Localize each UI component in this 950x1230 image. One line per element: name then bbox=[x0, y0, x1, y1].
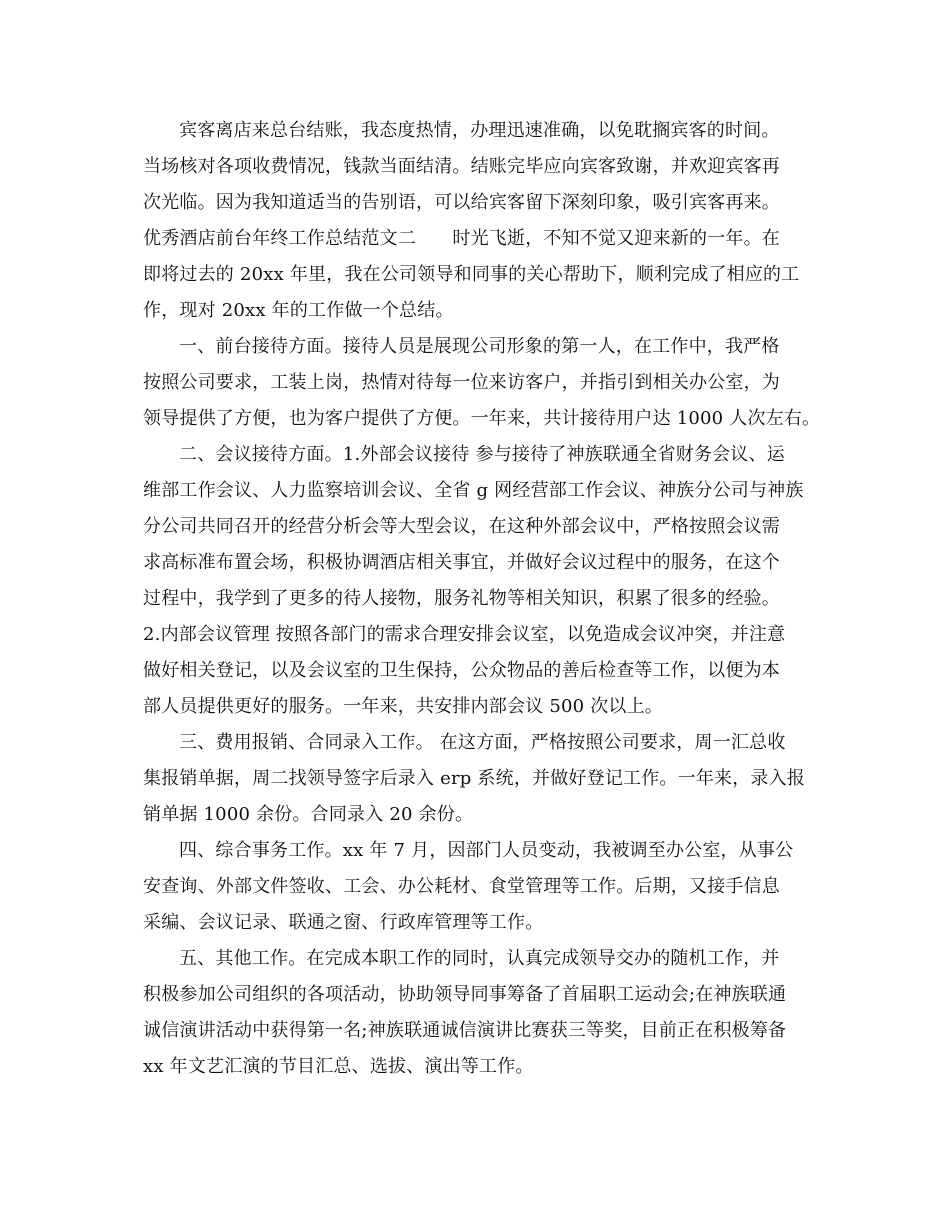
text-line: 即将过去的 20xx 年里，我在公司领导和同事的关心帮助下，顺利完成了相应的工 bbox=[143, 264, 800, 285]
text-line: 三、费用报销、合同录入工作。 在这方面，严格按照公司要求，周一汇总收 bbox=[179, 732, 786, 753]
text-line: 优秀酒店前台年终工作总结范文二 时光飞逝，不知不觉又迎来新的一年。在 bbox=[143, 228, 780, 249]
text-line: 五、其他工作。在完成本职工作的同时，认真完成领导交办的随机工作，并 bbox=[179, 948, 780, 969]
text-line: 二、会议接待方面。1.外部会议接待 参与接待了神族联通全省财务会议、运 bbox=[179, 444, 785, 465]
text-line: 次光临。因为我知道适当的告别语，可以给宾客留下深刻印象，吸引宾客再来。 bbox=[143, 192, 780, 213]
text-line: 集报销单据，周二找领导签字后录入 erp 系统，并做好登记工作。一年来，录入报 bbox=[143, 768, 806, 789]
text-line: 维部工作会议、人力监察培训会议、全省 g 网经营部工作会议、神族分公司与神族 bbox=[143, 480, 804, 501]
text-line: 分公司共同召开的经营分析会等大型会议，在这种外部会议中，严格按照会议需 bbox=[143, 516, 780, 537]
text-line: 部人员提供更好的服务。一年来，共安排内部会议 500 次以上。 bbox=[143, 696, 663, 717]
text-line: 四、综合事务工作。xx 年 7 月，因部门人员变动，我被调至办公室，从事公 bbox=[179, 840, 794, 861]
text-line: 2.内部会议管理 按照各部门的需求合理安排会议室，以免造成会议冲突，并注意 bbox=[143, 624, 786, 645]
text-line: 诚信演讲活动中获得第一名;神族联通诚信演讲比赛获三等奖，目前正在积极筹备 bbox=[143, 1020, 787, 1041]
text-line: 一、前台接待方面。接待人员是展现公司形象的第一人，在工作中，我严格 bbox=[179, 336, 780, 357]
text-line: 销单据 1000 余份。合同录入 20 余份。 bbox=[143, 804, 474, 825]
text-line: 领导提供了方便，也为客户提供了方便。一年来，共计接待用户达 1000 人次左右。 bbox=[143, 408, 821, 429]
text-line: 积极参加公司组织的各项活动，协助领导同事筹备了首届职工运动会;在神族联通 bbox=[143, 984, 787, 1005]
text-line: 当场核对各项收费情况，钱款当面结清。结账完毕应向宾客致谢，并欢迎宾客再 bbox=[143, 156, 780, 177]
text-line: 按照公司要求，工装上岗，热情对待每一位来访客户，并指引到相关办公室，为 bbox=[143, 372, 780, 393]
text-line: 宾客离店来总台结账，我态度热情，办理迅速准确，以免耽搁宾客的时间。 bbox=[179, 120, 780, 141]
text-line: 安查询、外部文件签收、工会、办公耗材、食堂管理等工作。后期，又接手信息 bbox=[143, 876, 780, 897]
text-line: xx 年文艺汇演的节目汇总、选拔、演出等工作。 bbox=[143, 1056, 534, 1077]
text-line: 采编、会议记录、联通之窗、行政库管理等工作。 bbox=[143, 912, 544, 933]
text-line: 做好相关登记，以及会议室的卫生保持，公众物品的善后检查等工作，以便为本 bbox=[143, 660, 780, 681]
text-line: 求高标准布置会场，积极协调酒店相关事宜，并做好会议过程中的服务，在这个 bbox=[143, 552, 780, 573]
text-line: 作，现对 20xx 年的工作做一个总结。 bbox=[143, 300, 454, 321]
text-line: 过程中，我学到了更多的待人接物，服务礼物等相关知识，积累了很多的经验。 bbox=[143, 588, 780, 609]
